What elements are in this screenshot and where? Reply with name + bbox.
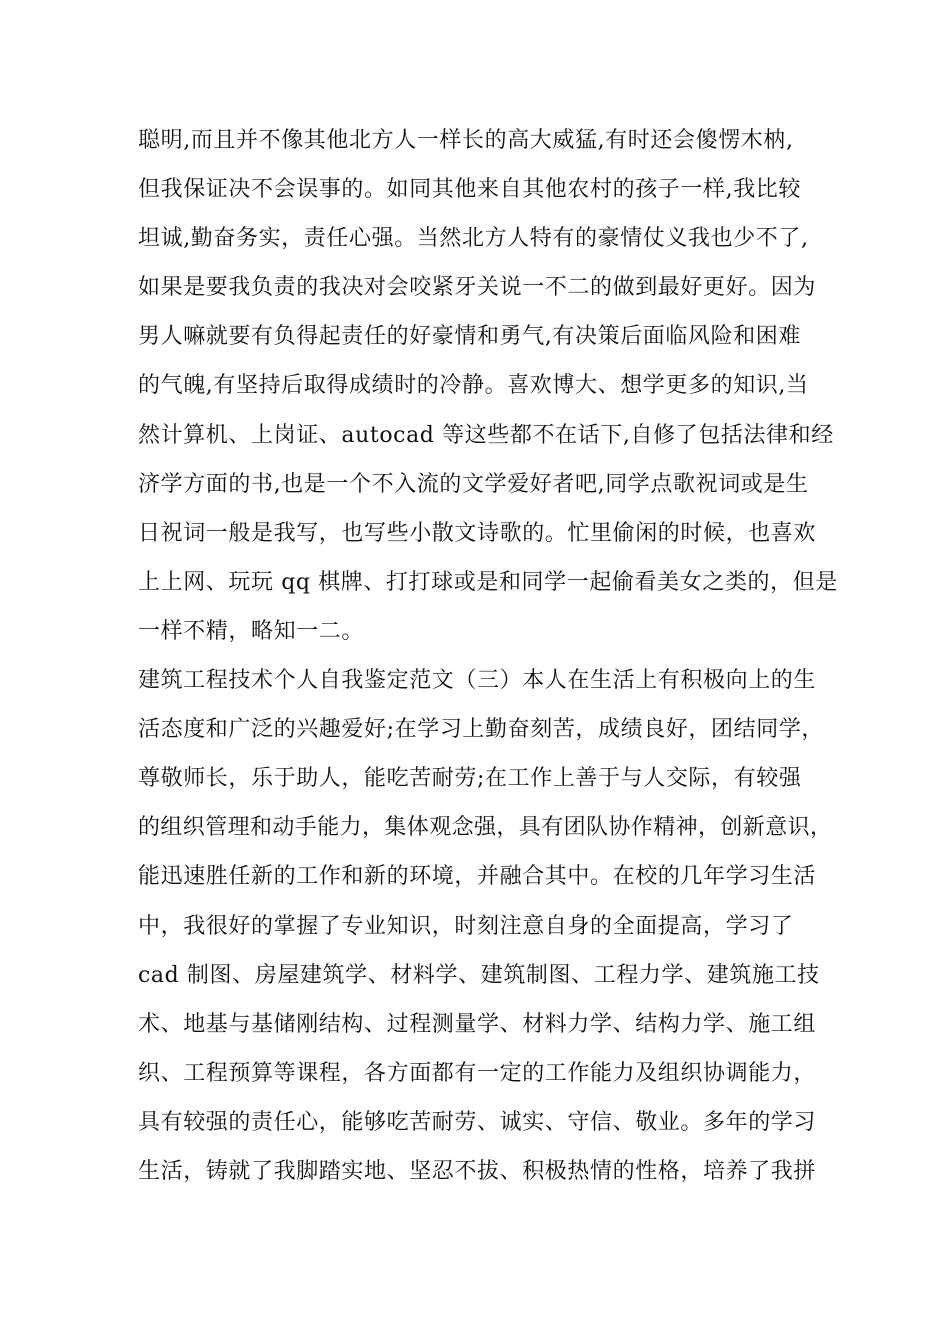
text-line: 具有较强的责任心，能够吃苦耐劳、诚实、守信、敬业。多年的学习 xyxy=(138,1109,817,1135)
text-line: cad 制图、房屋建筑学、材料学、建筑制图、工程力学、建筑施工技 xyxy=(138,962,820,988)
text-line: 尊敬师长，乐于助人，能吃苦耐劳;在工作上善于与人交际，有较强 xyxy=(138,766,802,792)
text-line: 建筑工程技术个人自我鉴定范文（三）本人在生活上有积极向上的生 xyxy=(138,668,817,694)
text-line: 能迅速胜任新的工作和新的环境，并融合其中。在校的几年学习生活 xyxy=(138,864,817,890)
text-line: 然计算机、上岗证、autocad 等这些都不在话下,自修了包括法律和经 xyxy=(138,422,834,448)
text-line: 的气魄,有坚持后取得成绩时的冷静。喜欢博大、想学更多的知识,当 xyxy=(138,373,809,399)
text-line: 中，我很好的掌握了专业知识，时刻注意自身的全面提高，学习了 xyxy=(138,913,794,939)
text-line: 坦诚,勤奋务实，责任心强。当然北方人特有的豪情仗义我也少不了, xyxy=(138,226,809,252)
text-line: 日祝词一般是我写，也写些小散文诗歌的。忙里偷闲的时候，也喜欢 xyxy=(138,520,817,546)
text-line: 如果是要我负责的我决对会咬紧牙关说一不二的做到最好更好。因为 xyxy=(138,275,817,301)
text-line: 活态度和广泛的兴趣爱好;在学习上勤奋刻苦，成绩良好，团结同学， xyxy=(138,717,825,743)
text-line: 但我保证决不会误事的。如同其他来自其他农村的孩子一样,我比较 xyxy=(138,177,801,203)
text-line: 男人嘛就要有负得起责任的好豪情和勇气,有决策后面临风险和困难 xyxy=(138,324,801,350)
text-line: 生活，铸就了我脚踏实地、坚忍不拔、积极热情的性格，培养了我拼 xyxy=(138,1158,817,1184)
text-line: 上上网、玩玩 qq 棋牌、打打球或是和同学一起偷看美女之类的，但是 xyxy=(138,569,838,595)
text-line: 术、地基与基储刚结构、过程测量学、材料力学、结构力学、施工组 xyxy=(138,1011,817,1037)
body-text xyxy=(138,121,838,1201)
text-line: 一样不精，略知一二。 xyxy=(138,618,365,644)
text-line: 的组织管理和动手能力，集体观念强，具有团队协作精神，创新意识， xyxy=(138,815,833,841)
text-line: 聪明,而且并不像其他北方人一样长的高大威猛,有时还会傻愣木枘, xyxy=(138,128,794,153)
text-line: 织、工程预算等课程，各方面都有一定的工作能力及组织协调能力， xyxy=(138,1060,817,1086)
text-line: 济学方面的书,也是一个不入流的文学爱好者吧,同学点歌祝词或是生 xyxy=(138,471,809,497)
